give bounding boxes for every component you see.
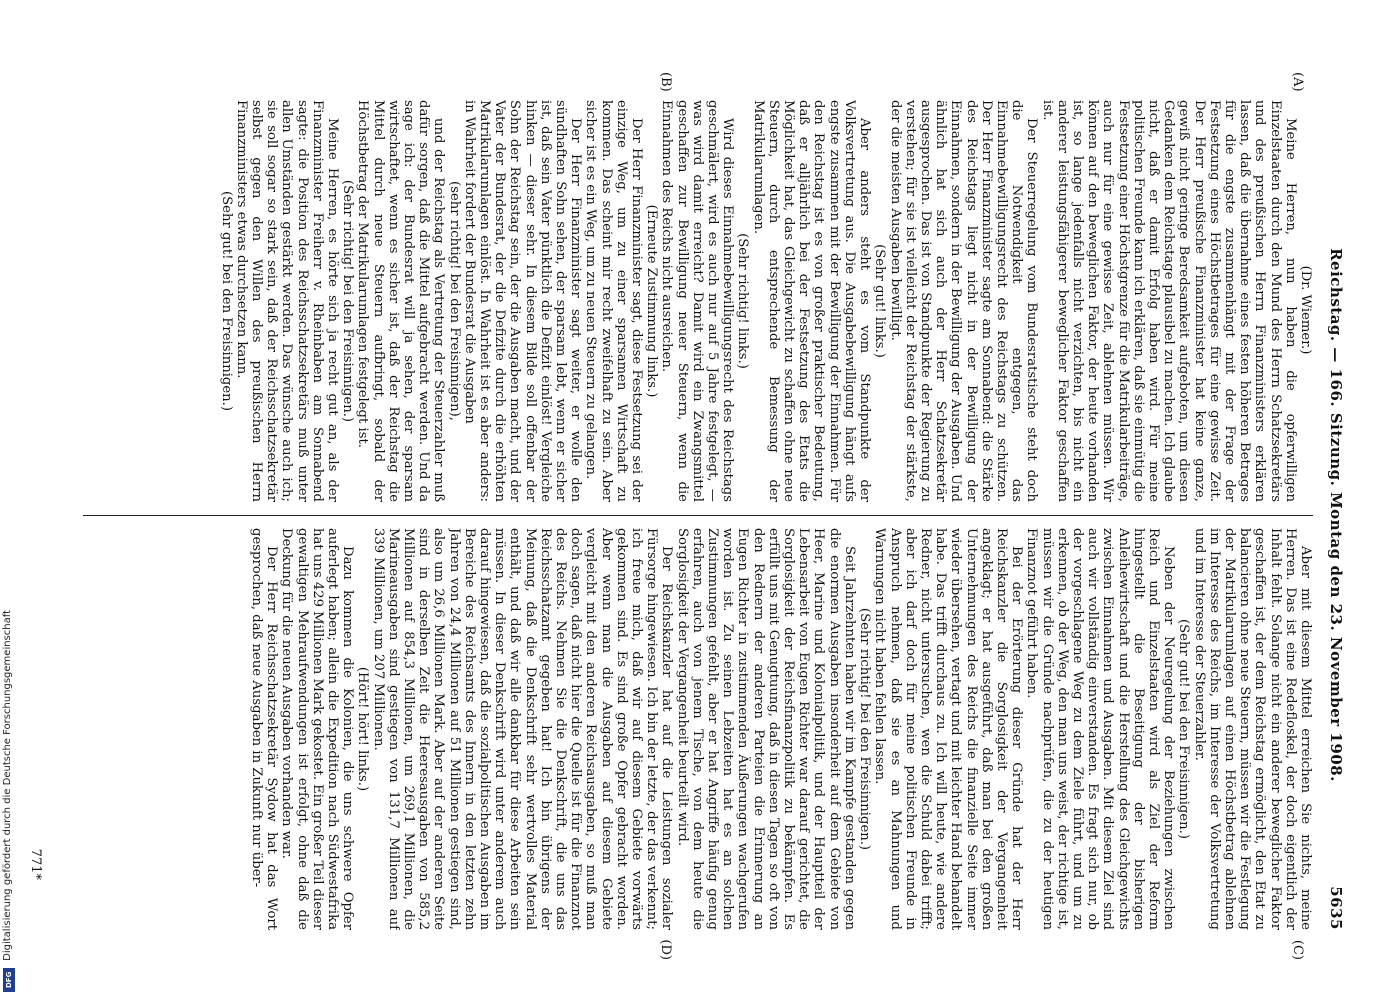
interjection: (Sehr gut! bei den Freisinnigen.): [218, 190, 234, 412]
margin-mark-d: (D): [658, 939, 673, 960]
speaker-label: (Dr. Wiemer.): [1298, 265, 1313, 355]
paragraph: Der Herr Reichsschatzsekretär Sydow hat das Wort gesprochen, daß neue Ausgaben in Zukunft nur über-: [248, 528, 280, 930]
interjection: (Hört! hört! links.): [355, 666, 371, 792]
page-title: Reichstag. — 166. Sitzung. Montag den 23. November 1908.: [1327, 248, 1345, 782]
paragraph: Neben der Neuregelung der Beziehungen zwischen Reich und Einzelstaaten wird als Ziel der Reform hingestellt die Beseitigung der bisherigen Anleihewirtschaft und die Herstellung des Gleichgewichts zwischen Einnahmen und Ausgaben. Mit diesem Ziel sind auch wir vollständig einverstanden. Es fragt sich nur, ob der vorgeschlagene Weg zu dem Ziele führt, und um zu erkennen, ob der Weg, den man uns weist, der richtige ist, müssen wir die Gründe nachprüfen, die zu der heutigen Finanznot geführt haben.: [1024, 528, 1177, 930]
paragraph: Meine Herren, es hörte sich ja recht gut an, als der Finanzminister Freiherr v. Rheinbaben am Sonnabend sagte: die Position des Reichsschatzsekretärs muß unter allen Umständen gestärkt werden. Das wünsche auch ich; sie soll sogar so stark sein, daß der Reichsschatzsekretär selbst gegen den Willen des preußischen Herrn Finanzministers etwas durchsetzen kann.: [233, 100, 340, 502]
digitization-credit-text: Digitalisierung gefördert durch die Deutsche Forschungsgemeinschaft: [2, 610, 13, 961]
paragraph: Aber anders steht es vom Standpunkte der Volksvertretung aus. Die Ausgabebewilligung hängt aufs engste zusammen mit der Bewilligung der Einnahmen. Für den Reichstag ist es von großer praktischer Bedeutung, daß er alljährlich bei der Festsetzung des Etats die Möglichkeit hat, das Gleichgewicht zu schaffen ohne neue Steuern, durch entsprechende Bemessung der Matrikularumlagen.: [750, 100, 873, 502]
paragraph: Der Steuerregelung vom Bundesratstische steht doch die Notwendigkeit entgegen, das Einnahmebewilligungsrecht des Reichstags zu schützen. Der Herr Finanzminister sagte am Sonnabend: die Stärke des Reichstags liegt nicht in der Bewilligung der Einnahmen, sondern in der Bewilligung der Ausgaben. Und ähnlich hat sich auch der Herr Schatzsekretär ausgesprochen. Das ist von Standpunkte der Regierung zu verstehen; für sie ist vielleicht der Reichstag der stärkste, der die meisten Ausgaben bewilligt.: [887, 100, 1040, 502]
paragraph: Aber mit diesem Mittel erreichen Sie nichts, meine Herren. Das ist eine Redefloskel, der doch eigentlich der Inhalt fehlt. Solange nicht ein anderer beweglicher Faktor geschaffen ist, der dem Reichstag ermöglicht, den Etat zu balancieren ohne neue Steuern, müssen wir die Festlegung der Matrikularumlagen auf einen Höchstbetrag ablehnen im Interesse des Reichs, im Interesse der Volksvertretung und im Interesse der Steuerzahler.: [1191, 528, 1313, 930]
signature-mark: 771*: [28, 848, 43, 880]
dfg-logo: DFG: [3, 968, 15, 992]
right-column: [83, 528, 1313, 930]
paragraph: Der Herr Finanzminister sagt weiter, er wolle den sündhaften Sohn sehen, der sparsam lebt, wenn er sicher ist, daß sein Vater pünktlich die Defizit einlöst! Vergleiche hinken — dieser sehr. In diesem Bilde soll offenbar der Sohn der Reichstag sein, der die Ausgaben macht, und der Vater der Bundesrat, der die Defizite durch die erhöhten Matrikularumlagen einlöst. In Wahrheit ist es aber anders: in Wahrheit fordert der Bundesrat die Ausgaben: [461, 100, 584, 502]
paragraph: Der Reichskanzler hat auf die Leistungen sozialer Fürsorge hingewiesen. Ich bin der letzte, der das verkennt; ich freue mich, daß wir auf diesem Gebiete vorwärts gekommen sind. Es sind große Opfer gebracht worden. Aber wenn man die Ausgaben auf diesem Gebiete vergleicht mit den anderen Reichsausgaben, so muß man doch sagen, daß nicht hier die Quelle ist für die Finanznot des Reichs. Nehmen Sie die Denkschrift, die uns das Reichsschatzamt gegeben hat! Ich bin übrigens der Meinung, daß die Denkschrift sehr wertvolles Material enthält, und daß wir alle dankbar für diese Arbeiten sein müssen. In dieser Denkschrift wird unter anderem auch darauf hingewiesen, daß die sozialpolitischen Ausgaben im Bereiche des Reichsamts des Innern in den letzten zehn Jahren von 24,4 Millionen auf 51 Millionen gestiegen sind, also um 26,6 Millionen Mark. Aber auf der anderen Seite sind in derselben Zeit die Heeresausgaben von 585,2 Millionen auf 854,3 Millionen, um 269,1 Millionen, die Marineausgaben sind gestiegen von 131,7 Millionen auf 339 Millionen, um 207 Millionen.: [370, 528, 675, 930]
page-number: 5635: [1327, 886, 1345, 930]
interjection: (Sehr richtig! bei den Freisinnigen.): [340, 179, 356, 423]
paragraph: Seit Jahrzehnten haben wir im Kampfe gestanden gegen die enormen Ausgaben insonderheit auf dem Gebiete von Heer, Marine und Kolonialpolitik, und der Hauptteil der Lebensarbeit von Eugen Richter war darauf gerichtet, die Sorglosigkeit der Reichsfinanzpolitik zu bekämpfen. Es erfüllt uns mit Genugtuung, daß in diesen Tagen so oft von den Rednern der anderen Parteien die Erinnerung an Eugen Richter in zustimmenden Äußerungen wachgerufen worden ist. Zu seinen Lebzeiten hat es an solchen Zustimmungen gefehlt, aber er hat Angriffe häufig genug erfahren, auch von jenem Tische, von dem heute die Sorglosigkeit der Vergangenheit beurteilt wird.: [674, 528, 857, 930]
interjection: (Sehr gut! links.): [872, 244, 888, 358]
interjection: (sehr richtig! bei den Freisinnigen),: [446, 181, 462, 421]
margin-mark-a: (A): [1290, 72, 1305, 92]
margin-mark-b: (B): [658, 72, 673, 92]
paragraph: Der Herr Finanzminister sagt, diese Festsetzung sei der einzige Weg, um zu einer sparsamen Wirtschaft zu kommen. Das scheint mir recht zweifelhaft zu sein. Aber sicher ist es ein Weg, um zu neuen Steuern zu gelangen.: [583, 100, 645, 502]
interjection: (Sehr richtig! bei den Freisinnigen.): [857, 607, 873, 851]
paragraph: Bei der Erörterung dieser Gründe hat der Herr Reichskanzler die Sorglosigkeit der Vergangenheit angeklagt; er hat ausgeführt, daß man bei den großen Unternehmungen des Reichs die finanzielle Seite immer wieder übersehen, vertagt und mit leichter Hand behandelt habe. Das trifft durchaus zu. Ich will heute, wie andere Redner, nicht untersuchen, wen die Schuld dabei trifft; aber ich darf doch für meine politischen Freunde in Anspruch nehmen, daß sie es an Mahnungen und Warnungen nicht haben fehlen lassen.: [872, 528, 1025, 930]
interjection: (Erneute Zustimmung links.): [644, 204, 660, 398]
paragraph: und der Reichstag als Vertretung der Steuerzahler muß dafür sorgen, daß die Mittel aufgebracht werden. Und da sage ich: der Bundesrat will ja sehen, der sparsam wirtschaftet, wenn es sicher ist, daß der Reichstag die Mittel durch neue Steuern aufbringt, sobald der Höchstbetrag der Matrikularumlagen festgelegt ist.: [355, 100, 447, 502]
margin-mark-c: (C): [1290, 939, 1305, 960]
left-column: [83, 100, 1313, 502]
paragraph: Meine Herren, nun haben die opferwilligen Einzelstaaten durch den Mund des Herrn Schatzsekretärs und des preußischen Herrn Finanzministers erklären lassen, daß die übernahme eines festen höheren Betrages für die engste zusammenhängt mit der Frage der Festsetzung eines Höchstbetrages für eine gewisse Zeit. Der Herr preußische Finanzminister hat keine ganze, gewiß nicht geringe Beredsamkeit aufgeboten, um diesen Gedanken dem Reichstage plausibel zu machen. Ich glaube nicht, daß er damit Erfolg haben wird. Für meine politischen Freunde kann ich erklären, daß sie einmütig die Festsetzung einer Höchstgrenze für die Matrikularbeiträge, auch nur für eine gewisse Zeit, ablehnen müssen. Wir können auf den beweglichen Faktor, der heute vorhanden ist, so lange jedenfalls nicht verzichten, bis nicht ein anderer leistungsfähigerer beweglicher Faktor geschaffen ist.: [1039, 100, 1298, 502]
text-columns: [83, 72, 1313, 960]
interjection: (Sehr gut! bei den Freisinnigen.): [1176, 618, 1192, 840]
paragraph: Wird dieses Einnahmebewilligungsrecht des Reichstags geschmälert, wird es auch nur auf 5 Jahre festgelegt, — was wird damit erreicht? Damit wird ein Zwangsmittel geschaffen zur Bewilligung neuer Steuern, wenn die Einnahmen des Reichs nicht ausreichen.: [659, 100, 736, 502]
column-divider: [83, 515, 1313, 516]
paragraph: Dazu kommen die Kolonien, die uns schwere Opfer auferlegt haben; allein die Expedition nach Südwestafrika hat uns 429 Millionen Mark gekostet. Ein großer Teil dieser gewaltigen Mehraufwendungen ist erfolgt, ohne daß die Deckung für die neuen Ausgaben vorhanden war.: [279, 528, 356, 930]
page-header: [1319, 100, 1345, 930]
interjection: (Sehr richtig! links.): [735, 233, 751, 369]
